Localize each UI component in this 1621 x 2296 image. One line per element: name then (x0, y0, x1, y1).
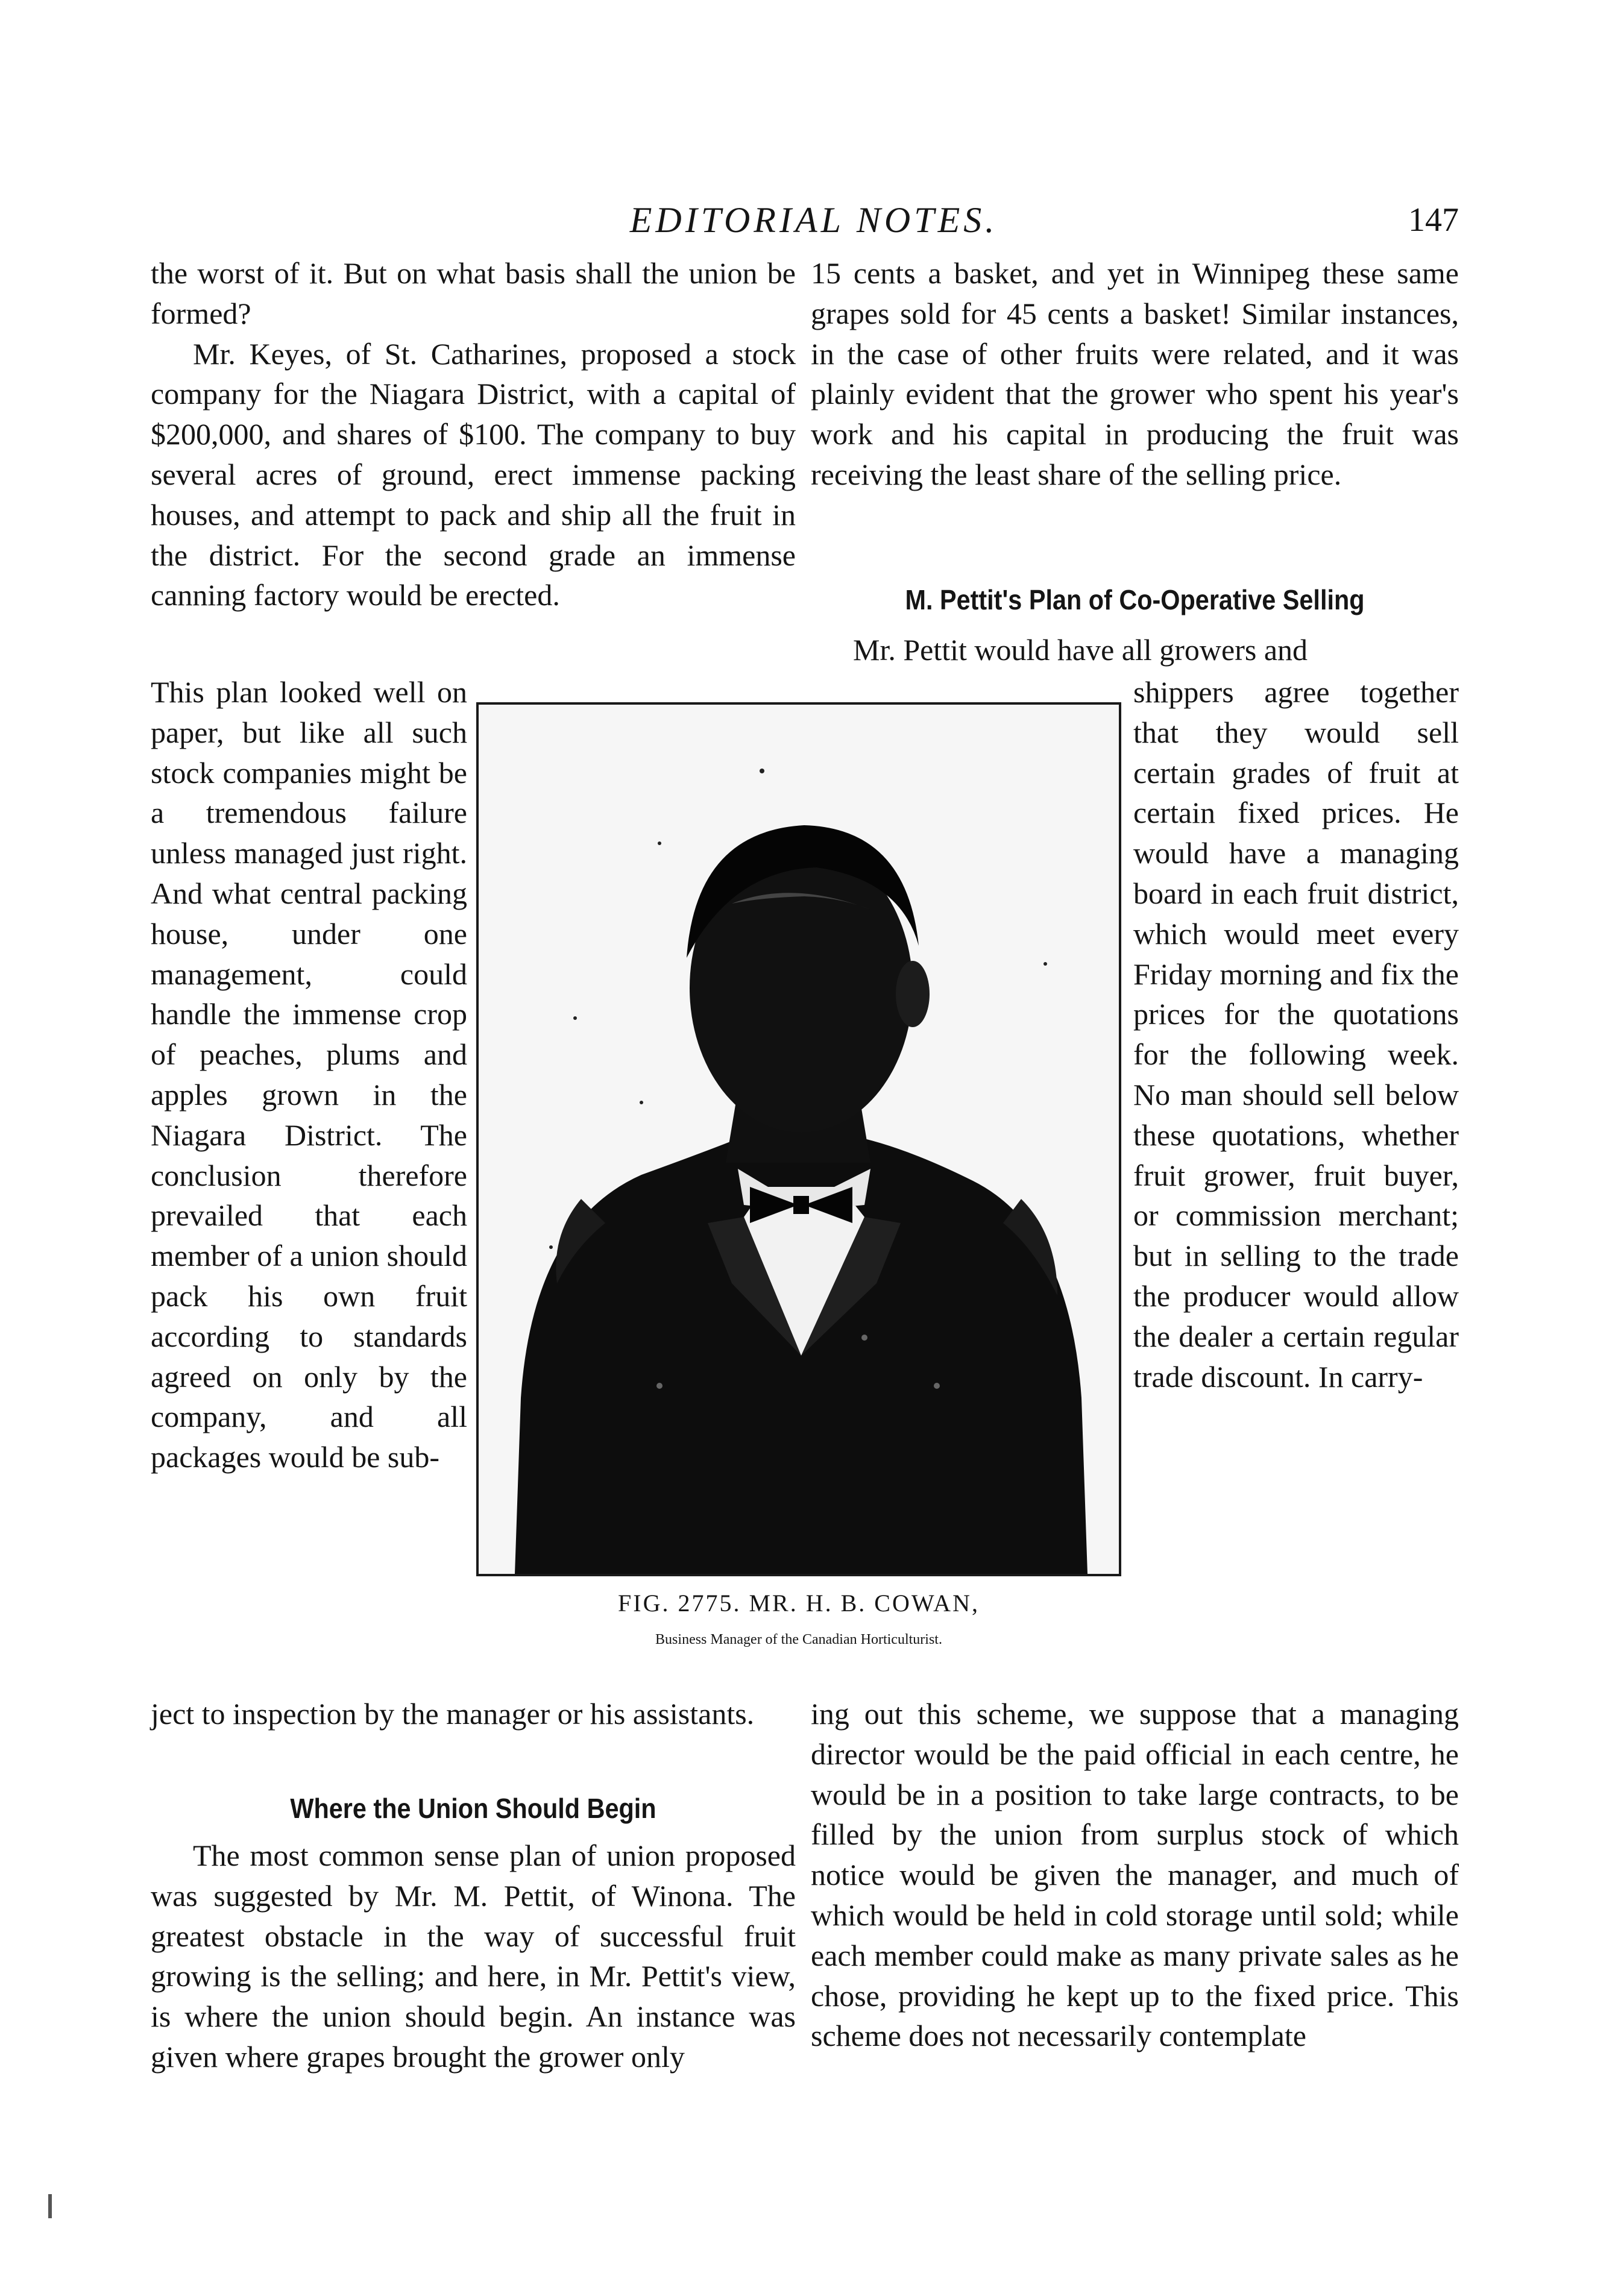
paragraph: This plan looked well on paper, but like all such stock companies might be a tremendous failure unless managed just right. And what central packing house, under one management, could handle the immense crop of peaches, plums and apples grown in the Niagara District. The conclusion therefore prevailed that each member of a union should pack his own fruit according to standards agreed on only by the company, and all packages would be sub- (151, 675, 467, 1474)
left-column-wrap (151, 672, 467, 1691)
right-column-bottom (811, 1694, 1459, 2212)
section-heading-pettit: M. Pettit's Plan of Co-Operative Selling (905, 584, 1365, 615)
figure-caption: FIG. 2775. MR. H. B. COWAN, (618, 1590, 980, 1617)
portrait-illustration (479, 705, 1119, 1574)
paragraph: The most common sense plan of union proposed was suggested by Mr. M. Pettit, of Winona. The greatest obstacle in the way of successful fruit growing is the selling; and here, in Mr. Pettit's view, is where the union should begin. An instance was given where grapes brought the grower only (151, 1838, 796, 2074)
portrait-photo (476, 702, 1121, 1576)
section-heading-union: Where the Union Should Begin (290, 1793, 656, 1824)
paragraph: 15 cents a basket, and yet in Winnipeg these same grapes sold for 45 cents a basket! Similar instances, in the case of other fruits were related, and it was plainly evident that the grower who spent his year's work and his capital in producing the fruit was receiving the least share of the selling price. (811, 256, 1459, 491)
page-number: 147 (1408, 201, 1459, 239)
right-column-top (811, 253, 1459, 591)
margin-mark (48, 2194, 52, 2218)
paragraph: Mr. Pettit would have all growers and (853, 633, 1308, 667)
paragraph: ject to inspection by the manager or his assistants. (151, 1697, 755, 1731)
figure-subcaption: Business Manager of the Canadian Horticulturist. (655, 1632, 942, 1647)
paragraph: ing out this scheme, we suppose that a managing director would be the paid official in each centre, he would be in a position to take large contracts, to be filled by the union from surplus stock of which notice would be given the manager, and much of which would be held in cold storage until sold; while each member could make as many private sales as he chose, providing he kept up to the fixed price. This scheme does not necessarily contemplate (811, 1697, 1459, 2053)
paragraph: shippers agree together that they would sell certain grades of fruit at certain fixed prices. He would have a managing board in each fruit district, which would meet every Friday morning and fix the prices for the quotations for the following week. No man should sell below these quotations, whether fruit grower, fruit buyer, or commission merchant; but in selling to the trade the producer would allow the dealer a certain regular trade discount. In carry- (1133, 675, 1459, 1394)
running-head: EDITORIAL NOTES. (629, 200, 998, 240)
left-column-final (151, 1835, 796, 2200)
paragraph: the worst of it. But on what basis shall the union be formed? (151, 256, 796, 330)
right-column-wrap (1133, 672, 1459, 1691)
paragraph: Mr. Keyes, of St. Catharines, proposed a stock company for the Niagara District, with a capital of $200,000, and shares of $100. The company to buy several acres of ground, erect immense packing houses, and attempt to pack and ship all the fruit in the district. For the second grade an immense canning factory would be erected. (151, 336, 796, 612)
right-column-mid (811, 630, 1459, 672)
